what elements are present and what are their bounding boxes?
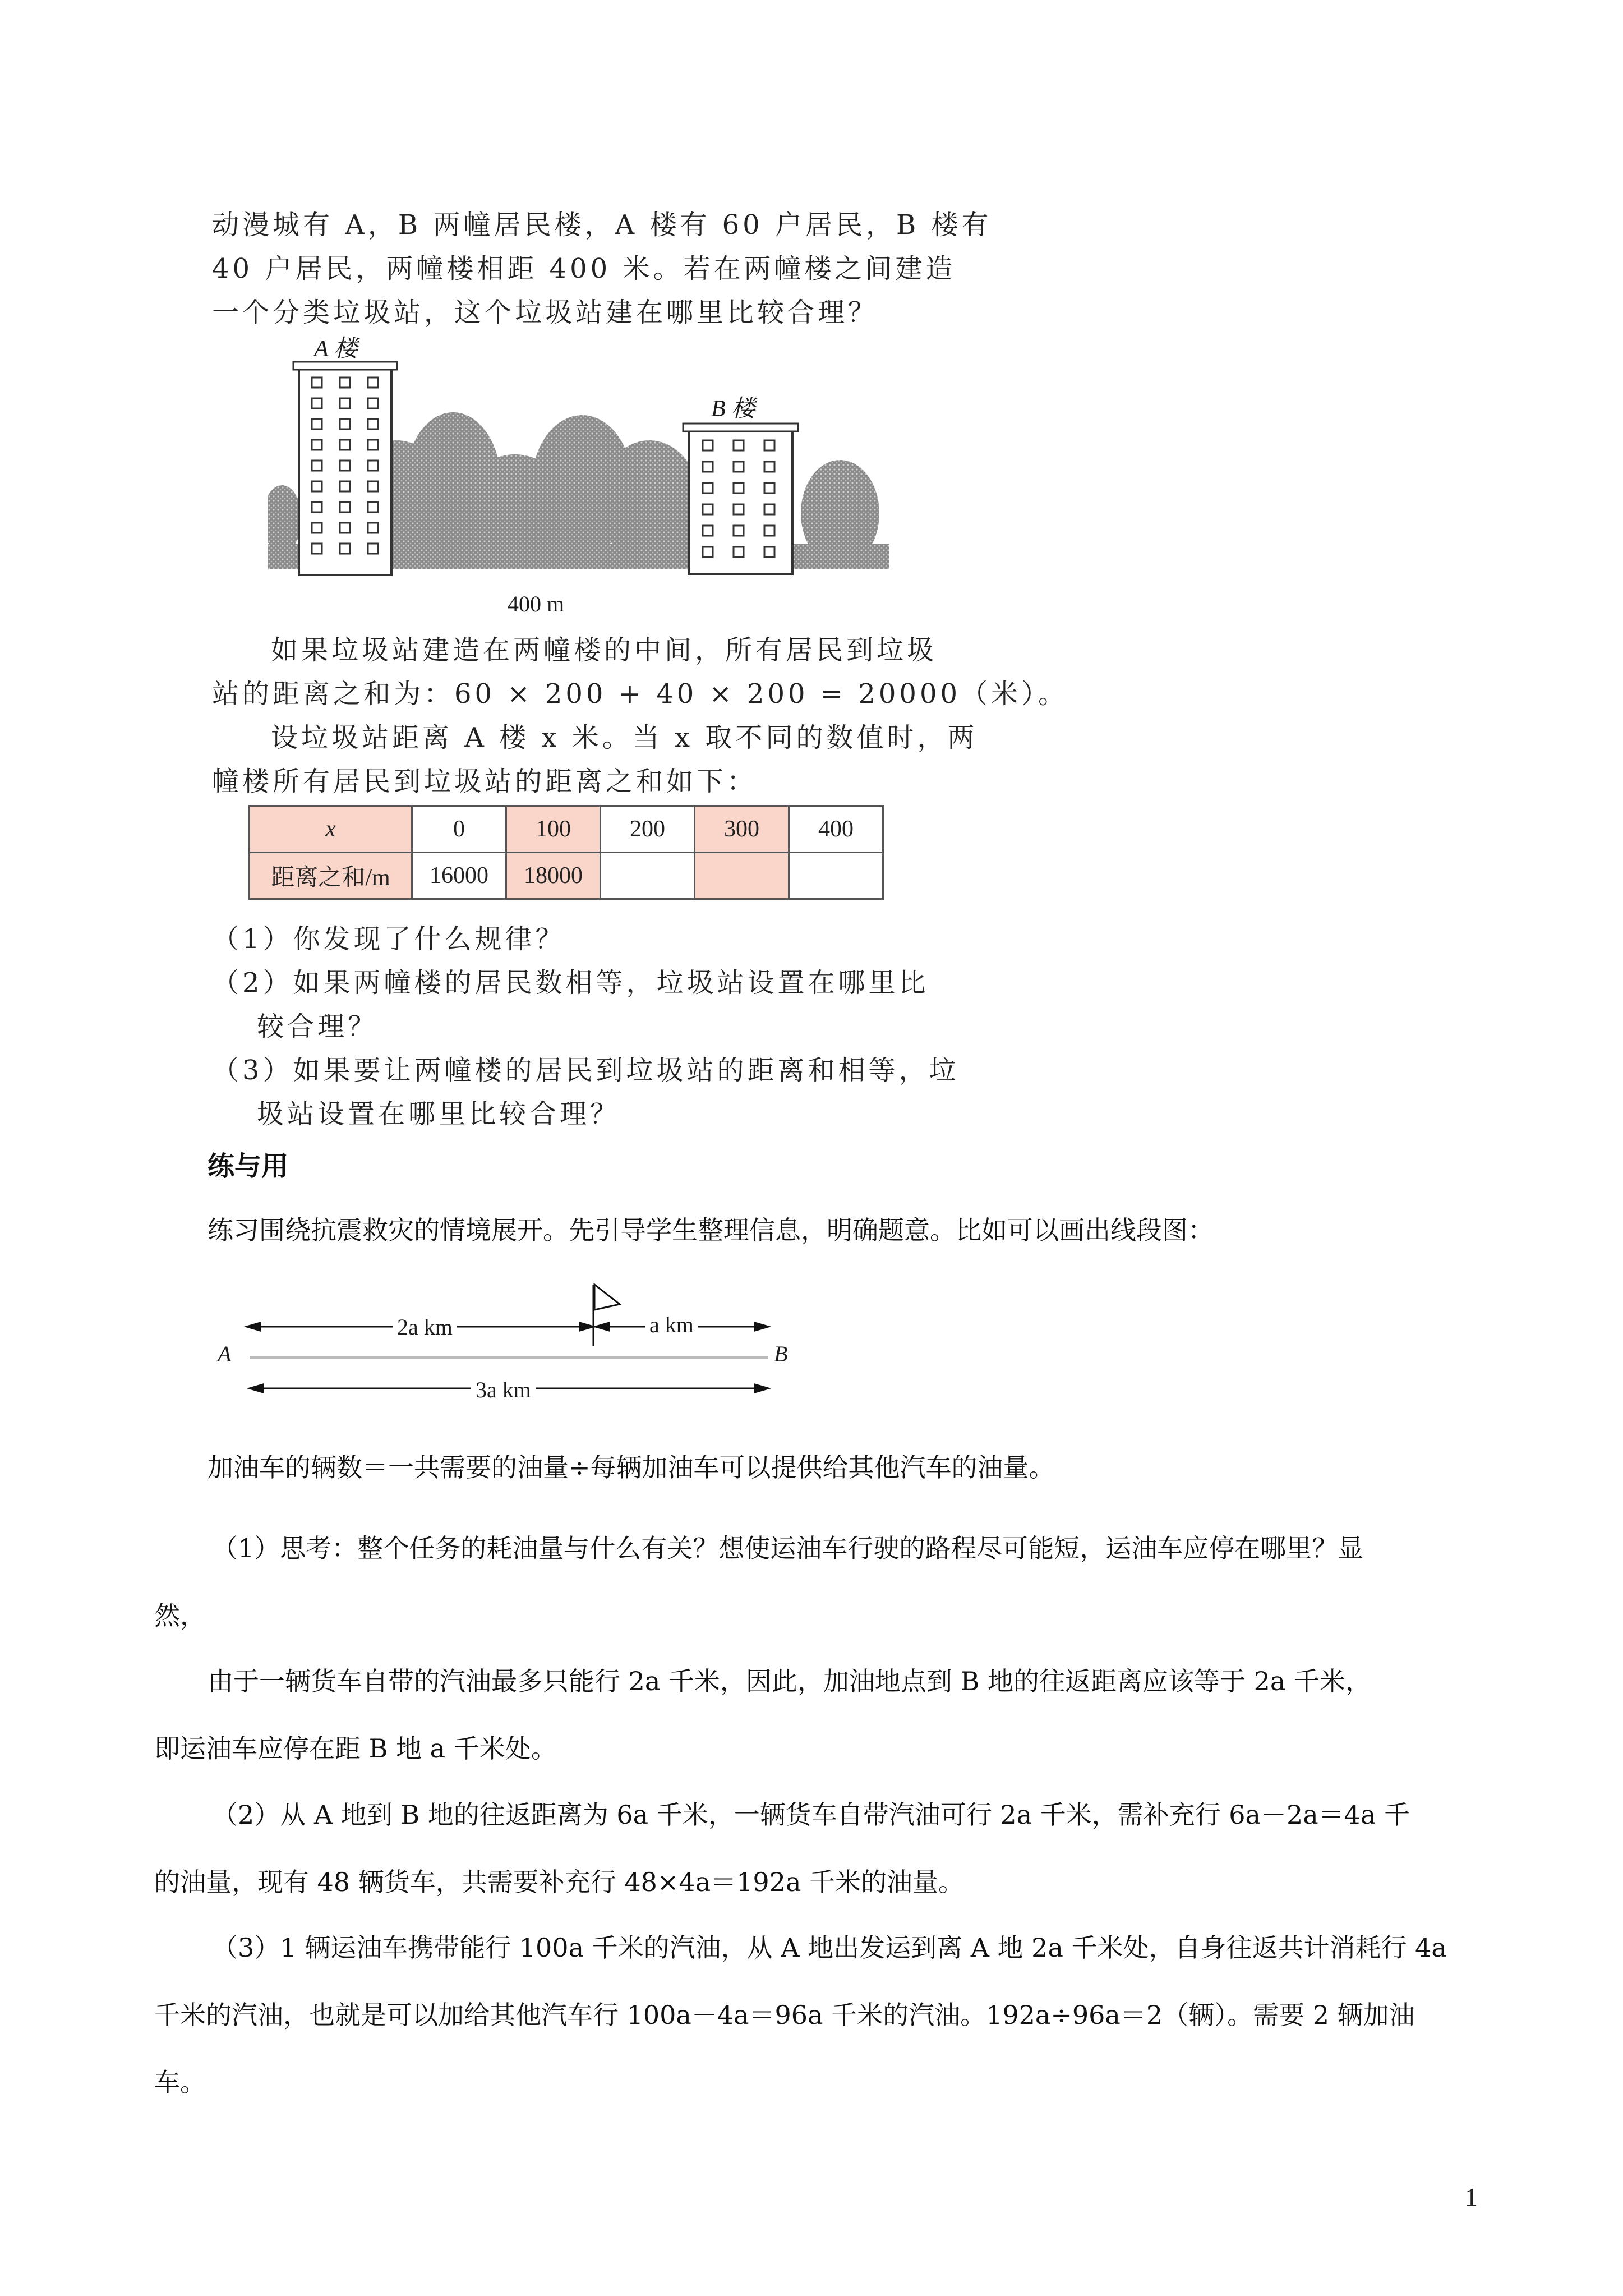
problem-line: 动漫城有 A，B 两幢居民楼，A 楼有 60 户居民，B 楼有 bbox=[212, 209, 992, 241]
question-line: 圾站设置在哪里比较合理？ bbox=[257, 1098, 621, 1130]
flag-icon bbox=[594, 1285, 620, 1310]
building-b bbox=[683, 424, 798, 574]
paragraph-line: （3）1 辆运油车携带能行 100a 千米的汽油，从 A 地出发运到离 A 地 2a 千米处，自身往返共计消耗行 4a bbox=[212, 1932, 1447, 1963]
table-header-sum: 距离之和/m bbox=[250, 853, 412, 899]
buildings-trees-svg bbox=[268, 334, 889, 597]
building-a bbox=[293, 362, 397, 575]
problem-text bbox=[212, 203, 992, 334]
intro-text: 练习围绕抗震救灾的情境展开。先引导学生整理信息，明确题意。比如可以画出线段图： bbox=[208, 1215, 1214, 1245]
problem-line: 40 户居民，两幢楼相距 400 米。若在两幢楼之间建造 bbox=[212, 253, 956, 284]
paragraph-line: 车。 bbox=[154, 2067, 206, 2097]
table-cell: 100 bbox=[506, 806, 601, 853]
segment-diagram bbox=[213, 1273, 808, 1408]
formula-text: 加油车的辆数＝一共需要的油量÷每辆加油车可以提供给其他汽车的油量。 bbox=[208, 1452, 1055, 1483]
table-cell bbox=[601, 853, 695, 899]
table-cell: 300 bbox=[695, 806, 789, 853]
distance-table bbox=[248, 805, 884, 900]
paragraph-line: 然， bbox=[154, 1600, 206, 1631]
building-illustration bbox=[268, 334, 889, 597]
question-line: （1）你发现了什么规律？ bbox=[212, 923, 566, 955]
questions bbox=[212, 917, 960, 1136]
question-line: （3）如果要让两幢楼的居民到垃圾站的距离和相等，垃 bbox=[212, 1055, 960, 1086]
paragraph-line: 的油量，现有 48 辆货车，共需要补充行 48×4a＝192a 千米的油量。 bbox=[154, 1867, 965, 1897]
paragraph-line: 即运油车应停在距 B 地 a 千米处。 bbox=[154, 1733, 557, 1764]
segment-3a-label: 3a km bbox=[471, 1377, 536, 1403]
para-line: 设垃圾站距离 A 楼 x 米。当 x 取不同的数值时，两 bbox=[271, 722, 978, 753]
paragraph-line: 由于一辆货车自带的汽油最多只能行 2a 千米，因此，加油地点到 B 地的往返距离应该等于 2a 千米， bbox=[208, 1666, 1371, 1696]
analysis-part-3 bbox=[154, 1781, 1410, 1916]
problem-line: 一个分类垃圾站，这个垃圾站建在哪里比较合理？ bbox=[212, 297, 879, 328]
table-cell: 200 bbox=[601, 806, 695, 853]
para-line: 站的距离之和为：60 × 200 + 40 × 200 = 20000（米）。 bbox=[212, 678, 1069, 710]
table-cell: 0 bbox=[412, 806, 506, 853]
analysis-part-1 bbox=[154, 1515, 1364, 1649]
point-a-label: A bbox=[218, 1341, 232, 1366]
para-line: 幢楼所有居民到垃圾站的距离之和如下： bbox=[212, 766, 758, 797]
section-title: 练与用 bbox=[208, 1151, 289, 1182]
building-b-label: B 楼 bbox=[711, 396, 755, 422]
segment-a-label: a km bbox=[645, 1312, 698, 1338]
paragraph-line: （1）思考：整个任务的耗油量与什么有关？想使运油车行驶的路程尽可能短，运油车应停在哪里？显 bbox=[212, 1533, 1364, 1563]
table-row bbox=[250, 853, 883, 899]
table-cell bbox=[789, 853, 883, 899]
question-line: （2）如果两幢楼的居民数相等，垃圾站设置在哪里比 bbox=[212, 967, 929, 999]
point-b-label: B bbox=[774, 1341, 788, 1366]
analysis-text bbox=[212, 628, 1069, 803]
segment-2a-label: 2a km bbox=[393, 1314, 457, 1340]
table-cell bbox=[695, 853, 789, 899]
analysis-part-2 bbox=[154, 1648, 1371, 1782]
table-row bbox=[250, 806, 883, 853]
distance-label: 400 m bbox=[508, 591, 565, 616]
analysis-part-4 bbox=[154, 1914, 1447, 2116]
paragraph-line: 千米的汽油，也就是可以加给其他汽车行 100a－4a＝96a 千米的汽油。192a÷96a＝2（辆）。需要 2 辆加油 bbox=[154, 2000, 1415, 2030]
table-cell: 16000 bbox=[412, 853, 506, 899]
building-a-label: A 楼 bbox=[314, 336, 358, 362]
para-line: 如果垃圾站建造在两幢楼的中间，所有居民到垃圾 bbox=[271, 634, 938, 666]
table-cell: 18000 bbox=[506, 853, 601, 899]
paragraph-line: （2）从 A 地到 B 地的往返距离为 6a 千米，一辆货车自带汽油可行 2a 千米，需补充行 6a－2a＝4a 千 bbox=[212, 1800, 1410, 1830]
question-line: 较合理？ bbox=[257, 1011, 379, 1042]
table-cell: 400 bbox=[789, 806, 883, 853]
table-header-x: x bbox=[250, 806, 412, 853]
page-number: 1 bbox=[1465, 2183, 1478, 2211]
